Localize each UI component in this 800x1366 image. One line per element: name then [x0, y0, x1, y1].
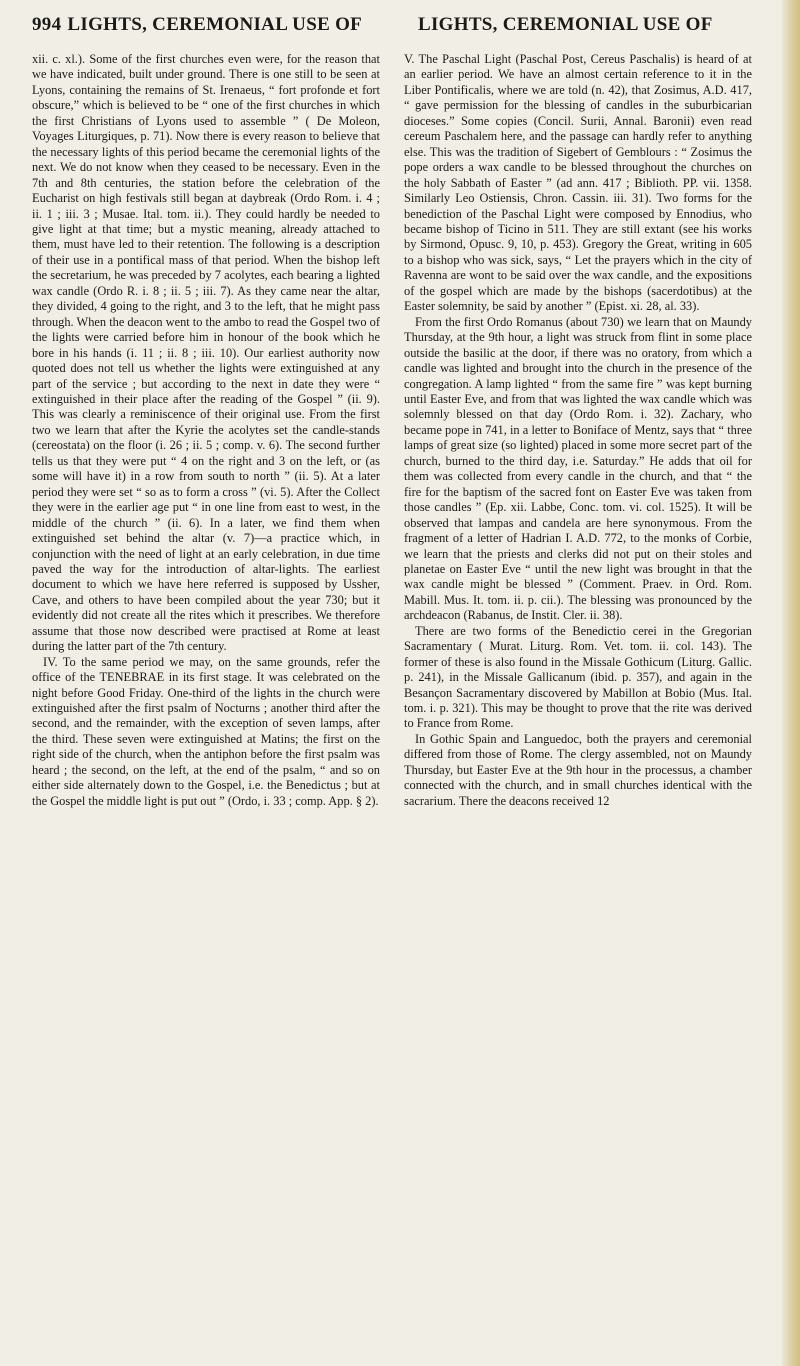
- running-header: [32, 14, 780, 44]
- left-header: [32, 14, 362, 36]
- paragraph: xii. c. xl.). Some of the first churches even were, for the reason that we have indicated, built under ground. There is one still to be seen at Lyons, containing the remains of St. Irenaeus, “ fort profonde et fort obscure,” which is believed to be “ one of the first churches in which the first Christians of Lyons used to assemble ” ( De Moleon, Voyages Liturgiques, p. 71). Now there is every reason to believe that the necessary lights of this period became the ceremonial lights of the next. We do not know when they ceased to be necessary. Even in the 7th and 8th centuries, the station before the celebration of the Eucharist on high festivals still began at daybreak (Ordo Rom. i. 4 ; ii. 1 ; iii. 3 ; Musae. Ital. tom. ii.). They could hardly be needed to give light at that time; but a mystic meaning, already attached to them, must have led to their retention. The following is a description of their use in a pontifical mass of that period. When the bishop left the secretarium, he was preceded by 7 acolytes, each bearing a lighted wax candle (Ordo R. i. 8 ; ii. 5 ; iii. 7). As they came near the altar, they divided, 4 going to the right, and 3 to the left, that he might pass through. When the deacon went to the ambo to read the Gospel two of the lights were carried before him in honour of the book which he bore in his hands (i. 11 ; ii. 8 ; iii. 10). Our earliest authority now quoted does not tell us whether the lights were extinguished at any part of the service ; but according to the next in date they were “ extinguished in their place after the reading of the Gospel ” (ii. 9). This was clearly a reminiscence of their original use. From the first two we learn that after the Kyrie the acolytes set the candle-stands (cereostata) on the floor (i. 26 ; ii. 5 ; comp. v. 6). The second further tells us that they were put “ 4 on the right and 3 on the left, or (as some will have it) in a row from south to north ” (ii. 5). At a later period they were set “ so as to form a cross ” (vi. 5). After the Collect they were in the earlier age put “ in one line from east to west, in the middle of the church ” (ii. 6). In a later, we find them when extinguished set behind the altar (v. 7)—a practice which, in conjunction with the need of light at an early celebration, in due time paved the way for the introduction of altar-lights. The earliest document to which we have here referred is supposed by Ussher, Cave, and others to have been compiled about the year 730; but it evidently did not create all the rites which it prescribes. We therefore assume that those now described were practised at Rome at least during the latter part of the 7th century.: [32, 52, 380, 654]
- left-column: [32, 52, 380, 809]
- paragraph: There are two forms of the Benedictio cerei in the Gregorian Sacramentary ( Murat. Liturg. Rom. Vet. tom. ii. col. 143). The former of these is also found in the Missale Gothicum (Liturg. Gallic. p. 241), in the Missale Gallicanum (ibid. p. 357), and again in the Besançon Sacramentary discovered by Mabillon at Bobio (Mus. Ital. tom. i. p. 321). This may be thought to prove that the rite was derived to France from Rome.: [404, 623, 752, 731]
- paragraph: In Gothic Spain and Languedoc, both the prayers and ceremonial differed from those of Rome. The clergy assembled, not on Maundy Thursday, but Easter Eve at the 9th hour in the processus, a chamber connected with the church, and in small churches identical with the sacrarium. There the deacons received 12: [404, 731, 752, 808]
- paragraph: V. The Paschal Light (Paschal Post, Cereus Paschalis) is heard of at an earlier period. We have an almost certain reference to it in the Liber Pontificalis, where we are told (n. 42), that Zosimus, A.D. 417, “ gave permission for the blessing of candles in the suburbicarian dioceses.” Some copies (Concil. Surii, Annal. Baronii) even read cereum Paschalem here, and the passage can hardly refer to anything else. This was the tradition of Sigebert of Gemblours : “ Zosimus the pope orders a wax candle to be blessed throughout the churches on the holy Sabbath of Easter ” (ad ann. 417 ; Biblioth. PP. vii. 1358. Similarly Leo Ostiensis, Chron. Cassin. iii. 31). Two forms for the benediction of the Paschal Light were composed by Ennodius, who became bishop of Ticino in 511. They are still extant (see his works by Sirmond, Opusc. 9, 10, p. 453). Gregory the Great, writing in 605 to a bishop who was sick, says, “ Let the prayers which in the city of Ravenna are wont to be said over the wax candle, and the expositions of the gospel which are made by the bishops (sacerdotibus) at the Easter solemnity, be said by another ” (Epist. xi. 28, al. 33).: [404, 52, 752, 314]
- page-number: 994: [32, 14, 62, 35]
- paragraph: IV. To the same period we may, on the same grounds, refer the office of the TENEBRAE in its first stage. It was celebrated on the night before Good Friday. One-third of the lights in the church were extinguished after the first psalm of Nocturns ; another third after the second, and the remainder, with the exception of seven lamps, after the third. These seven were extinguished at Matins; the first on the right side of the church, when the antiphon before the first psalm was heard ; the second, on the left, at the end of the psalm, “ and so on either side alternately down to the Gospel, i.e. the Benedictus ; but at the Gospel the middle light is put out ” (Ordo, i. 33 ; comp. App. § 2).: [32, 654, 380, 808]
- right-running-title: LIGHTS, CEREMONIAL USE OF: [418, 14, 713, 35]
- left-running-title: LIGHTS, CEREMONIAL USE OF: [67, 14, 363, 35]
- right-column: [404, 52, 752, 809]
- page-edge-stain: [782, 0, 800, 1366]
- paragraph: From the first Ordo Romanus (about 730) we learn that on Maundy Thursday, at the 9th hour, a light was struck from flint in some place outside the basilic at the door, if there was no oratory, from which a candle was lighted and brought into the church in the presence of the congregation. A lamp lighted “ from the same fire ” was kept burning until Easter Eve, and from that was lighted the wax candle which was solemnly blessed on that day (Ordo Rom. i. 32). Zachary, who became pope in 741, in a letter to Boniface of Mentz, says that “ three lamps of great size (so lighted) placed in some more secret part of the church, burned to the third day, i.e. Saturday.” He adds that oil for them was collected from every candle in the church, and that “ the fire for the baptism of the sacred font on Easter Eve was taken from those candles ” (Ep. xii. Labbe, Conc. tom. vi. col. 1525). It will be observed that lampas and candela are here synonymous. From the fragment of a letter of Hadrian I. A.D. 772, to the monks of Corbie, we learn that the priests and clerks did not put on their stoles and planetae on Easter Eve “ until the new light was brought in that the wax candle might be blessed ” (Comment. Praev. in Ord. Rom. Mabill. Mus. It. tom. ii. p. cii.). The blessing was pronounced by the archdeacon (Rabanus, de Instit. Cler. ii. 38).: [404, 314, 752, 623]
